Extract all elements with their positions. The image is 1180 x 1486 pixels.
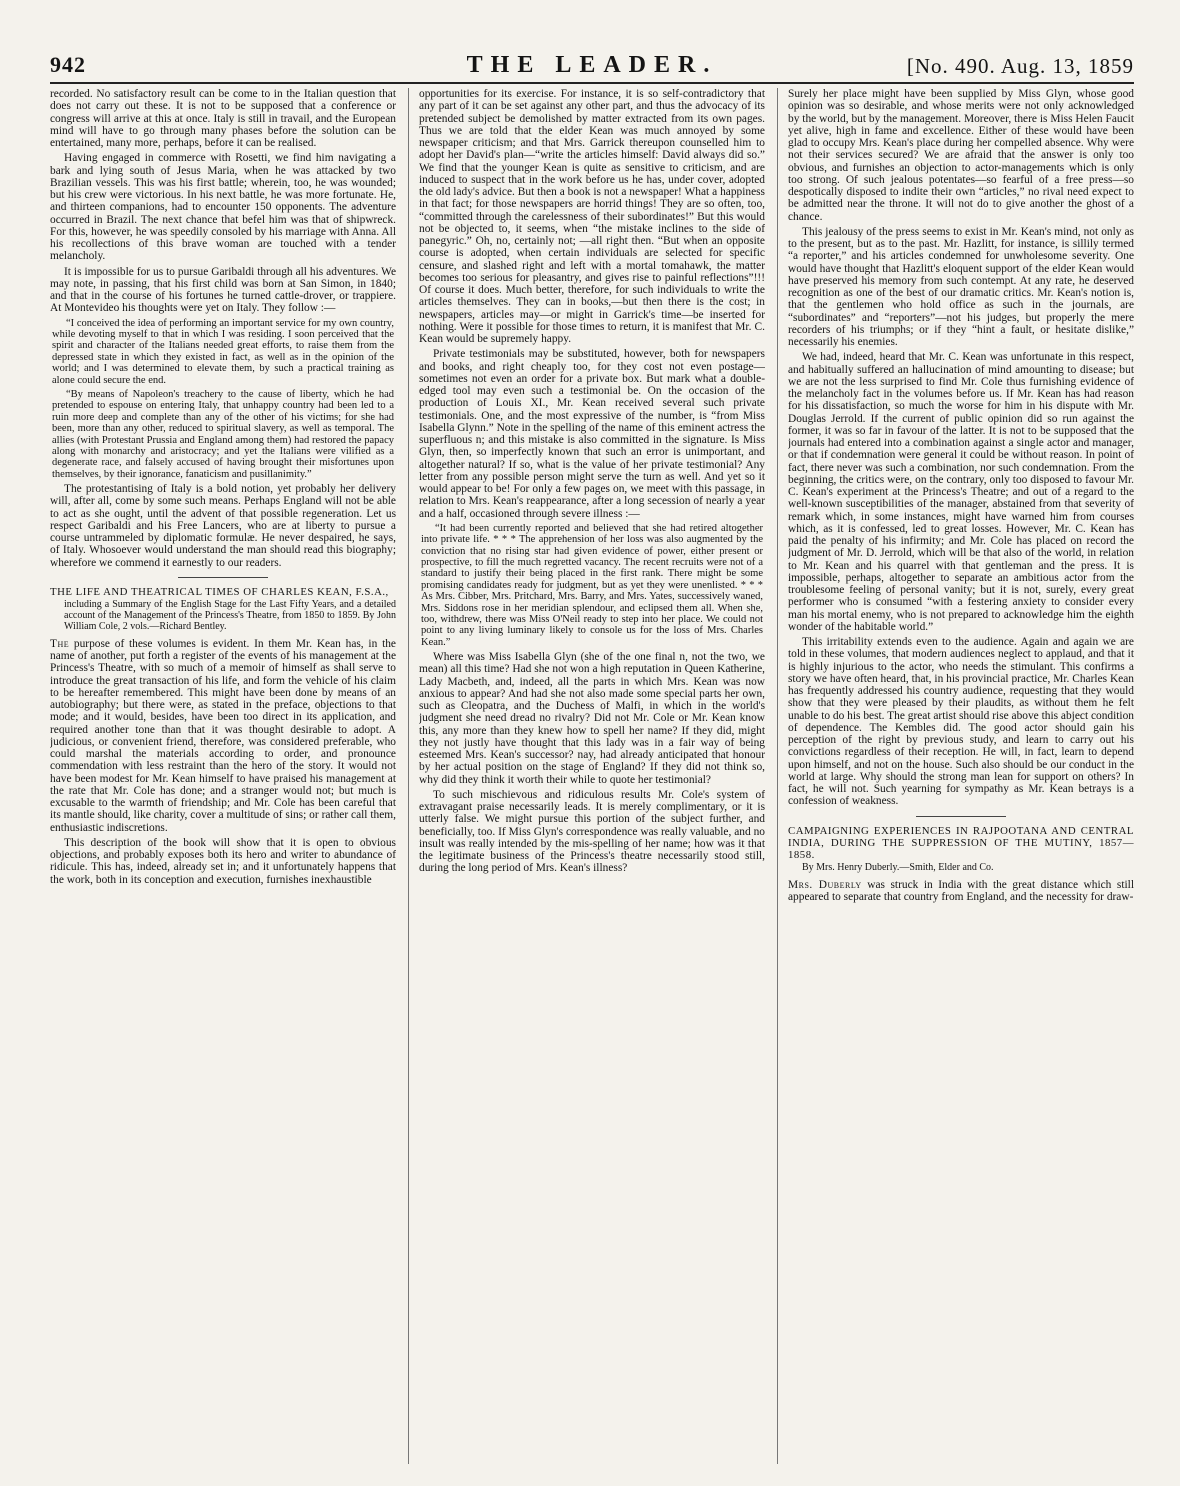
column-3 — [788, 88, 1134, 1468]
paragraph: Private testimonials may be substituted, however, both for newspapers and books, and right cheaply too, for they cost not even postage—sometimes not even an order for a private box. But mark what a double-edged tool may even such a testimonial be. On the occasion of the production of Louis XI., Mr. Kean received several such private testimonials. One, and the most expressive of the number, is “from Miss Isabella Glynn.” Note in the spelling of the name of this eminent actress the superfluous n; and this mistake is also committed in the signature. Is Miss Glyn, then, so imperfectly known that such an error is unimportant, and altogether natural? If so, what is the value of her private testimonial? Any letter from any possible person might serve the turn as well. And yet so it would appear to be! For only a few pages on, we meet with this passage, in relation to Mrs. Kean's reappearance, after a long secession of nearly a year and a half, occasioned through severe illness :— — [419, 348, 765, 520]
section-separator — [178, 577, 268, 578]
review-subheading: By Mrs. Henry Duberly.—Smith, Elder and Co. — [802, 861, 994, 873]
review-subheading: including a Summary of the English Stage for the Last Fifty Years, and a detailed account of the Management of the Princess's Theatre, from 1850 to 1859. By John William Cole, 2 vols.—Richard Bentley. — [64, 598, 396, 632]
paragraph: recorded. No satisfactory result can be come to in the Italian question that does not carry out these. It is not to be supposed that a conference or congress will arrive at this at once. Italy is still in travail, and the European mind will have to go through many phases before the solution can be entertained, many more, perhaps, before it can be realised. — [50, 88, 396, 149]
block-quote: “It had been currently reported and believed that she had retired altogether into private life. * * * The apprehension of her loss was also augmented by the conviction that no rising star had given evidence of power, either present or prospective, to fill the much regretted vacancy. The recent recruits were not of a standard to justify their being placed in the first rank. There might be some promising candidates ready for judgment, but as yet they were unenlisted. * * * As Mrs. Cibber, Mrs. Pritchard, Mrs. Barry, and Mrs. Yates, successively waned, Mrs. Siddons rose in her meridian splendour, and eclipsed them all. When she, too, withdrew, there was Miss O'Neil ready to step into her place. We could not point to any living luminary likely to console us for the loss of Mrs. Charles Kean.” — [421, 522, 763, 648]
section-separator — [916, 816, 1006, 817]
paragraph — [50, 638, 396, 834]
paragraph: Having engaged in commerce with Rosetti, we find him navigating a bark and lying south of Jesus Maria, when he was attacked by two Brazilian vessels. This was his first battle; wherein, too, he was wounded; but his crew were victorious. In his next battle, he was more fortunate. He, and thirteen companions, had to encounter 150 opponents. The adventure occurred in Brazil. The next chance that befel him was that of shipwreck. For this, however, he was speedily consoled by his marriage with Anna. All his recollections of this brave woman are touched with a tender melancholy. — [50, 152, 396, 263]
paragraph: This description of the book will show that it is open to obvious objections, and probably exposes both its hero and writer to abundance of ridicule. This has, indeed, already set in; and it unfortunately happens that the work, both in its conception and execution, furnishes inexhaustible — [50, 836, 396, 886]
column-divider — [408, 88, 409, 1464]
paragraph: It is impossible for us to pursue Garibaldi through all his adventures. We may note, in passing, that his first child was born at San Simon, in 1840; and that in the course of his fortunes he turned cattle-drover, or trappiere. At Montevideo his thoughts were yet on Italy. They follow :— — [50, 265, 396, 315]
column-2 — [419, 88, 765, 1468]
review-title: THE LIFE AND THEATRICAL TIMES OF CHARLES KEAN, F.S.A., — [50, 585, 389, 598]
lead-word: Mrs. Duberly — [788, 878, 862, 891]
issue-date: [No. 490. Aug. 13, 1859 — [906, 54, 1134, 78]
block-quote: “I conceived the idea of performing an important service for my own country, while devoting myself to that in which I was residing. I soon perceived that the spirit and character of the Italians needed great efforts, to raise them from the depressed state in which they existed in fact, as well as in the opinion of the world; and I was determined to elevate them, by such a practical training as alone could secure the end. — [52, 317, 394, 386]
paragraph: This jealousy of the press seems to exist in Mr. Kean's mind, not only as to the present, but as to the past. Mr. Hazlitt, for instance, is sillily termed “a reporter,” and his articles condemned for unwholesome severity. One would have thought that Hazlitt's eloquent support of the elder Kean would have preserved his memory from such contempt. At any rate, he deserved recognition as one of the best of our dramatic critics. Mr. Kean's notion is, that the gentlemen who hold office as such in the journals, are “subordinates” and “reporters”—not his judges, but properly the mere recorders of his triumphs; or if they “hint a fault, or hesitate dislike,” necessarily his enemies. — [788, 225, 1134, 348]
review-heading — [50, 586, 396, 598]
column-divider — [777, 88, 778, 1464]
paragraph: Surely her place might have been supplied by Miss Glyn, whose good opinion was so desirable, and whose merits were not only acknowledged by the world, but by the management. Moreover, there is Miss Helen Faucit yet alive, high in fame and excellence. Either of these would have been glad to occupy Mrs. Kean's place during her compelled absence. Why were not their services secured? We are afraid that the answer is only too obvious, and furnishes an objection to actor-managements which is only too strong. Of such jealous potentates—so fearful of a free press—so despotically disposed to indite their own “articles,” no rival need expect to be admitted near the throne. It will not do to give another the ghost of a chance. — [788, 88, 1134, 223]
page-number: 942 — [50, 52, 86, 77]
paragraph: We had, indeed, heard that Mr. C. Kean was unfortunate in this respect, and habitually suffered an hallucination of mind amounting to disease; but we are not the less surprised to find Mr. Cole thus furnishing evidence of the melancholy fact in the volumes before us. If Mr. Kean has had reason for his dissatisfaction, so much the worse for him in his dispute with Mr. Douglas Jerrold. If the current of public opinion did so run against the former, it was so far in favour of the latter. It is not to be supposed that the journals had entered into a combination against a single actor and manager, or that if condemnation were general it could be without reason. In point of fact, there never was such a combination, nor such condemnation. From the beginning, the critics were, on the contrary, only too disposed to favour Mr. C. Kean's experiment at the Princess's Theatre; and out of a regard to the well-known susceptibilities of the manager, abstained from that severity of remark which, in some instances, might have warned him from courses which, as it is confessed, led to great losses. However, Mr. C. Kean has paid the penalty of his infirmity; and Mr. Cole has placed on record the judgment of Mr. D. Jerrold, which will be that also of the world, in relation to Mr. Kean and his quarrel with that gentleman and the press. It is impossible, perhaps, altogether to separate an ambitious actor from the troublesome feeling of personal vanity; but it is not, surely, every great performer who is consumed “with a festering anxiety to consider every man his mortal enemy, who is not prepared to acknowledge him the eighth wonder of the habitable world.” — [788, 351, 1134, 633]
paragraph: This irritability extends even to the audience. Again and again we are told in these volumes, that modern audiences neglect to applaud, and that it is highly injurious to the actor, who needs the stimulant. This confirms a story we have often heard, that, in his provincial practice, Mr. Charles Kean has frequently addressed his country audience, requesting that they would show that they were pleased by their plaudits, as without them he felt unable to do his best. The great artist should rise above this abject condition of dependence. The Kembles did. The good actor should gain his perception of the right by previous study, and learn to carry out his convictions regardless of their reception. He will, in fact, learn to depend upon himself, and not on the house. Such also should be our conduct in the world at large. Why should the strong man lean for support on others? In fact, he will not. Such yearning for sympathy as Mr. Kean betrays is a confession of weakness. — [788, 636, 1134, 808]
paragraph: Where was Miss Isabella Glyn (she of the one final n, not the two, we mean) all this time? Had she not won a high reputation in Queen Katherine, Lady Macbeth, and, indeed, all the parts in which Mrs. Kean was now anxious to appear? And had she not also made some special parts her own, such as Cleopatra, and the Duchess of Malfi, in which in the world's judgment she need dread no rivalry? Did not Mr. Cole or Mr. Kean know this, any more than they knew how to spell her name? If they did, might they not justly have thought that this lady was in a fair way of being esteemed Mrs. Kean's successor? nay, had already anticipated that honour by her actual position on the stage of England? If they did not think so, why did they think it worth their while to quote her testimonial? — [419, 651, 765, 786]
review-title: CAMPAIGNING EXPERIENCES IN RAJPOOTANA AND CENTRAL INDIA, DURING THE SUPPRESSION OF THE MUTINY, 1857—1858. — [788, 824, 1134, 861]
lead-word: The — [50, 637, 70, 650]
paragraph-text: was struck in India with the great distance which still appeared to separate that country from England, and the necessity for draw- — [788, 878, 1134, 903]
block-quote: “By means of Napoleon's treachery to the cause of liberty, which he had pretended to espouse on entering Italy, that unhappy country had been led to a ruin more deep and complete than any of the other of his victims; for she had been, more than any other, reduced to spiritual slavery, as well as temporal. The allies (with Protestant Prussia and England among them) had restored the papacy along with monarchy and aristocracy; and yet the Italians were vilified as a degenerate race, and falsely accused of having brought their misfortunes upon themselves, by their ignorance, fanaticism and pusillanimity.” — [52, 388, 394, 480]
newspaper-title: THE LEADER. — [466, 52, 718, 78]
masthead-rule — [50, 82, 1134, 84]
review-heading — [788, 825, 1134, 861]
paragraph: The protestantising of Italy is a bold notion, yet probably her delivery will, after all, come by some such means. Perhaps England will not be able to act as she ought, until the advent of that possible regeneration. Let us respect Garibaldi and his Free Lancers, who are at liberty to pursue a course untrammeled by diplomatic formulæ. He never despaired, he says, of Italy. Whosoever would understand the man should read this biography; wherefore we commend it earnestly to our readers. — [50, 483, 396, 569]
masthead — [50, 52, 1134, 80]
column-1 — [50, 88, 396, 1468]
paragraph — [788, 879, 1134, 904]
newspaper-page — [50, 52, 1134, 1470]
paragraph-text: purpose of these volumes is evident. In them Mr. Kean has, in the name of another, put forth a register of the events of his management at the Princess's Theatre, with so much of a memoir of himself as shall serve to introduce the great transaction of his life, and form the vehicle of his claim to be hereafter remembered. This might have been done by means of an autobiography; but there were, as stated in the preface, objections to that mode; and it would, besides, have been too direct in its application, and required another tone than that it was thought desirable to adopt. A judicious, or convenient friend, therefore, was considered preferable, who could marshal the materials according to order, and pronounce commendation with less restraint than the hero of the story. It would not have been modest for Mr. Kean himself to have praised his management at the rate that Mr. Cole has done; and a stranger would not; but much is excusable to the warmth of friendship; and Mr. Cole has been careful that its mantle should, like charity, cover a multitude of sins; or rather call them, enthusiastic indiscretions. — [50, 637, 396, 834]
paragraph: To such mischievous and ridiculous results Mr. Cole's system of extravagant praise necessarily leads. It is merely complimentary, or it is utterly false. We might pursue this portion of the subject further, and beneficially, too. If Miss Glyn's correspondence was really valuable, and no insult was really intended by the mis-spelling of her name; how was it that the legitimate business of the Princess's theatre necessarily stood still, during the long period of Mrs. Kean's illness? — [419, 788, 765, 875]
paragraph: opportunities for its exercise. For instance, it is so self-contradictory that any part of it can be set against any other part, and thus the advocacy of its pretended subject be demolished by matter extracted from its own pages. Thus we are told that the elder Kean was much annoyed by some newspaper criticism; and that Mrs. Garrick thereupon counselled him to adopt her David's plan—“write the articles himself: David always did so.” We find that the younger Kean is quite as sensitive to criticism, and are induced to suspect that in the work before us he has, under cover, adopted the old lady's advice. But then a book is not a newspaper! What a happiness in that fact; for those newspapers are horrid things! They are so often, too, “committed through the carelessness of their subordinates!” But this would not be objected to, it seems, when “the mistake inclines to the side of panegyric.” Oh, no, certainly not; —all right then. “But when an opposite course is adopted, when certain individuals are selected for specific censure, and slashed right and left with a mortal tomahawk, the matter becomes too serious for pleasantry, and gives rise to painful reflections”!!! Of course it does. Much better, therefore, for such individuals to write the articles themselves. They can in books,—but then there is the cost; in newspapers, articles may—or might in Garrick's time—be inserted for nothing. Were it possible for those times to return, it is manifest that Mr. C. Kean would be supremely happy. — [419, 88, 765, 345]
